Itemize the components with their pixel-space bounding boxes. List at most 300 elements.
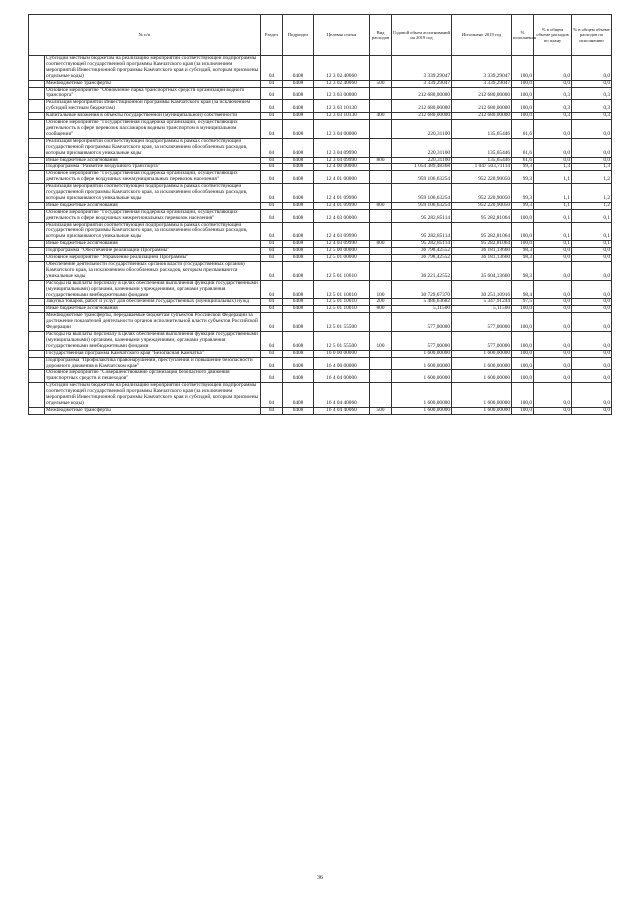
cell-percent: 100,0 [512,350,534,357]
cell-executed: 95 282,81064 [452,222,512,241]
cell-percent: 100,0 [512,113,534,120]
table-row [29,171,612,184]
cell-podrazdel: 0408 [283,120,314,139]
cell-share-exec: 1,2 [572,202,612,209]
cell-num [29,262,45,281]
cell-annual: 5,11500 [392,306,452,313]
table-row [29,87,612,100]
cell-percent: 100,0 [512,80,534,87]
cell-podrazdel: 0408 [283,262,314,281]
table-row [29,184,612,203]
cell-razdel: 04 [261,184,283,203]
cell-annual: 1 600,00000 [392,357,452,370]
cell-razdel: 04 [261,171,283,184]
cell-num [29,120,45,139]
cell-executed: 5 347,91244 [452,299,512,306]
cell-podrazdel: 0408 [283,280,314,299]
cell-name: Обеспечение деятельности государственных органов власти (государственных органов) Камчатского края, за исключением обособленных расходов, которым присваиваются уникальные коды [45,262,261,281]
cell-executed: 135,65446 [452,120,512,139]
cell-executed: 1 047 503,71114 [452,164,512,171]
header-razdel: Раздел [261,15,283,56]
cell-share-exec: 0,3 [572,87,612,100]
cell-share-exec: 0,0 [572,262,612,281]
cell-kind [370,87,392,100]
cell-annual: 577,00000 [392,331,452,350]
cell-share-plan: 0,0 [534,370,572,383]
cell-kind [370,222,392,241]
header-num: № п/п [29,15,261,56]
cell-kind: 500 [370,407,392,414]
cell-article: 12 3 03 10130 [314,113,370,120]
cell-share-plan: 0,0 [534,248,572,255]
cell-annual: 3 339,29047 [392,56,452,81]
cell-kind: 800 [370,157,392,164]
cell-article: 12 4 01 09990 [314,184,370,203]
cell-razdel: 04 [261,56,283,81]
cell-article: 12 5 01 55500 [314,313,370,332]
cell-share-exec: 0,0 [572,306,612,313]
cell-kind: 100 [370,331,392,350]
cell-kind [370,209,392,222]
cell-name: Основное мероприятие "Государственная поддержка организаций, осуществляющих деятельность в сфере перевозок пассажиров водным транспортом в муниципальном сообщении" [45,120,261,139]
cell-share-exec: 0,0 [572,80,612,87]
cell-name: Подпрограмма "Профилактика правонарушений, преступлений и повышение безопасности дорожного движения в Камчатском крае" [45,357,261,370]
cell-share-plan: 0,0 [534,306,572,313]
cell-executed: 35 604,13660 [452,262,512,281]
cell-num [29,100,45,113]
cell-annual: 220,31100 [392,120,452,139]
cell-percent: 98,3 [512,262,534,281]
cell-kind [370,120,392,139]
table-row [29,56,612,81]
cell-article: 12 4 00 00000 [314,164,370,171]
cell-annual: 212 680,00000 [392,113,452,120]
cell-executed: 577,00000 [452,313,512,332]
cell-name: Расходы на выплаты персоналу в целях обеспечения выполнения функций государственными (муниципальными) органами, казенными учреждениями, органами управления государственными внебюджетными фондами [45,280,261,299]
table-row [29,80,612,87]
cell-percent: 100,0 [512,100,534,113]
cell-percent: 61,6 [512,157,534,164]
cell-kind [370,255,392,262]
cell-share-exec: 0,1 [572,222,612,241]
cell-num [29,306,45,313]
cell-share-plan: 0,0 [534,383,572,408]
header-annual: Годовой объем ассигнований на 2019 год [392,15,452,56]
cell-num [29,299,45,306]
table-row [29,209,612,222]
cell-kind [370,313,392,332]
cell-executed: 1 600,00000 [452,407,512,414]
cell-annual: 3 339,29047 [392,80,452,87]
table-row [29,370,612,383]
cell-percent: 98,3 [512,255,534,262]
cell-share-plan: 0,0 [534,299,572,306]
cell-num [29,383,45,408]
cell-share-exec: 0,0 [572,299,612,306]
header-podrazdel: Подраздел [283,15,314,56]
cell-podrazdel: 0408 [283,383,314,408]
table-row [29,313,612,332]
cell-executed: 3 339,29047 [452,80,512,87]
cell-podrazdel: 0408 [283,80,314,87]
cell-annual: 5 486,63682 [392,299,452,306]
cell-podrazdel: 0408 [283,299,314,306]
cell-share-exec: 0,1 [572,241,612,248]
cell-kind [370,184,392,203]
cell-share-plan: 0,0 [534,262,572,281]
cell-article: 12 3 04 09990 [314,157,370,164]
cell-num [29,87,45,100]
cell-executed: 95 282,81064 [452,209,512,222]
cell-kind [370,262,392,281]
cell-executed: 36 181,13660 [452,255,512,262]
cell-share-plan: 0,1 [534,241,572,248]
cell-name: Субсидии местным бюджетам на реализацию мероприятий соответствующей подпрограммы соответствующей государственной программы Камчатского края (за исключением мероприятий Инвестиционной программы Камчатского края и субсидий, которым присвоены отдельные коды) [45,383,261,408]
cell-razdel: 04 [261,407,283,414]
cell-podrazdel: 0408 [283,171,314,184]
cell-share-plan: 0,3 [534,113,572,120]
cell-podrazdel: 0408 [283,157,314,164]
cell-kind [370,248,392,255]
table-body [29,56,612,415]
cell-article: 12 4 03 09990 [314,241,370,248]
table-row [29,100,612,113]
cell-executed: 212 680,00000 [452,113,512,120]
cell-name: Иные бюджетные ассигнования [45,157,261,164]
cell-share-plan: 0,1 [534,209,572,222]
cell-kind: 800 [370,241,392,248]
cell-share-plan: 0,0 [534,331,572,350]
table-row [29,120,612,139]
cell-razdel: 04 [261,113,283,120]
cell-name: Субсидии местным бюджетам на реализацию мероприятий соответствующей подпрограммы соответствующей государственной программы Камчатского края (за исключением мероприятий Инвестиционной программы Камчатского края и субсидий, которым присвоены отдельные коды) [45,56,261,81]
cell-razdel: 04 [261,138,283,157]
cell-executed: 135,65446 [452,157,512,164]
cell-podrazdel: 0408 [283,331,314,350]
header-share-exec: % в общем объеме расходов по исполнению [572,15,612,56]
cell-razdel: 04 [261,383,283,408]
cell-razdel: 04 [261,87,283,100]
cell-razdel: 04 [261,299,283,306]
cell-podrazdel: 0408 [283,313,314,332]
cell-podrazdel: 0408 [283,209,314,222]
cell-article: 16 4 04 40060 [314,407,370,414]
cell-razdel: 04 [261,222,283,241]
cell-num [29,56,45,81]
cell-name: Основное мероприятие "Совершенствование организации безопасного движения транспортных средств и пешеходов" [45,370,261,383]
cell-num [29,350,45,357]
cell-percent: 100,0 [512,357,534,370]
cell-article: 12 4 03 09990 [314,222,370,241]
cell-num [29,113,45,120]
cell-percent: 99,3 [512,171,534,184]
cell-share-exec: 0,0 [572,248,612,255]
cell-share-plan: 1,1 [534,171,572,184]
cell-name: Реализация мероприятий соответствующей подпрограммы в рамках соответствующей государственной программы Камчатского края, за исключением обособленных расходов, которым присваиваются уникальные коды [45,222,261,241]
cell-name: Реализация мероприятий соответствующей подпрограммы в рамках соответствующей государственной программы Камчатского края, за исключением обособленных расходов, которым присваиваются уникальные коды [45,138,261,157]
cell-share-plan: 0,0 [534,407,572,414]
cell-executed: 135,65446 [452,138,512,157]
cell-share-plan: 0,0 [534,255,572,262]
cell-podrazdel: 0408 [283,222,314,241]
cell-name: Подпрограмма "Обеспечение реализации Программы" [45,248,261,255]
cell-razdel: 04 [261,262,283,281]
table-row [29,383,612,408]
cell-executed: 1 600,00000 [452,357,512,370]
cell-percent: 99,3 [512,164,534,171]
cell-podrazdel: 0408 [283,184,314,203]
cell-share-exec: 0,0 [572,56,612,81]
cell-razdel: 04 [261,255,283,262]
cell-podrazdel: 0408 [283,370,314,383]
cell-razdel: 04 [261,357,283,370]
cell-razdel: 04 [261,350,283,357]
cell-share-exec: 0,0 [572,157,612,164]
cell-percent: 100,0 [512,241,534,248]
cell-annual: 36 221,42552 [392,262,452,281]
cell-name: Межбюджетные трансферты, передаваемые бюджетам субъектов Российской Федерации за достижение показателей деятельности органов исполнительной власти субъектов Российской Федерации [45,313,261,332]
cell-annual: 1 600,00000 [392,407,452,414]
cell-share-exec: 0,0 [572,383,612,408]
cell-article: 12 3 04 00000 [314,120,370,139]
cell-article: 12 5 01 10010 [314,262,370,281]
cell-share-exec: 0,0 [572,357,612,370]
cell-razdel: 04 [261,306,283,313]
cell-razdel: 04 [261,164,283,171]
cell-annual: 1 600,00000 [392,383,452,408]
cell-name: Основное мероприятие "Обновление парка транспортных средств организаций водного транспорта" [45,87,261,100]
cell-annual: 212 680,00000 [392,100,452,113]
cell-article: 12 3 03 00000 [314,87,370,100]
cell-annual: 212 680,00000 [392,87,452,100]
cell-kind: 800 [370,202,392,209]
cell-kind: 100 [370,280,392,299]
cell-executed: 212 680,00000 [452,100,512,113]
cell-share-exec: 1,2 [572,171,612,184]
cell-percent: 100,0 [512,383,534,408]
cell-share-plan: 0,0 [534,280,572,299]
cell-razdel: 04 [261,202,283,209]
cell-article: 16 4 04 40060 [314,383,370,408]
cell-share-plan: 0,0 [534,157,572,164]
cell-executed: 212 680,00000 [452,87,512,100]
cell-article: 16 4 00 00000 [314,357,370,370]
cell-annual: 36 798,42552 [392,255,452,262]
cell-share-exec: 0,0 [572,120,612,139]
budget-table [28,14,612,415]
cell-num [29,157,45,164]
cell-name: Иные бюджетные ассигнования [45,241,261,248]
cell-article: 12 3 03 10130 [314,100,370,113]
cell-share-exec: 0,3 [572,100,612,113]
table-row [29,407,612,414]
cell-kind [370,383,392,408]
cell-percent: 61,6 [512,138,534,157]
cell-share-exec: 0,0 [572,138,612,157]
cell-name: Основное мероприятие "Управление реализацией Программы" [45,255,261,262]
cell-name: Реализация мероприятий Инвестиционной программы Камчатского края (за исключением субсидий местным бюджетам) [45,100,261,113]
cell-num [29,209,45,222]
cell-article: 12 5 01 10010 [314,280,370,299]
cell-annual: 36 798,42552 [392,248,452,255]
cell-num [29,184,45,203]
cell-percent: 100,0 [512,313,534,332]
cell-kind [370,357,392,370]
cell-kind: 200 [370,299,392,306]
cell-share-plan: 1,1 [534,184,572,203]
cell-annual: 1 600,00000 [392,350,452,357]
cell-article: 12 4 01 00000 [314,171,370,184]
cell-kind [370,164,392,171]
table-row [29,138,612,157]
cell-executed: 1 600,00000 [452,383,512,408]
cell-razdel: 04 [261,248,283,255]
cell-podrazdel: 0408 [283,407,314,414]
cell-name: Иные бюджетные ассигнования [45,306,261,313]
cell-share-exec: 0,3 [572,113,612,120]
cell-share-plan: 0,0 [534,138,572,157]
cell-share-plan: 0,3 [534,100,572,113]
cell-num [29,241,45,248]
table-row [29,262,612,281]
cell-share-exec: 0,0 [572,331,612,350]
cell-share-exec: 1,2 [572,184,612,203]
cell-executed: 577,00000 [452,331,512,350]
cell-podrazdel: 0408 [283,357,314,370]
cell-share-plan: 0,0 [534,357,572,370]
cell-executed: 36 181,13660 [452,248,512,255]
cell-percent: 97,5 [512,299,534,306]
cell-share-plan: 0,0 [534,120,572,139]
header-row [29,15,612,56]
cell-annual: 959 106,63254 [392,202,452,209]
cell-annual: 95 282,85114 [392,222,452,241]
cell-name: Закупка товаров, работ и услуг для обеспечения государственных (муниципальных) нужд [45,299,261,306]
header-executed: Исполнено 2019 год [452,15,512,56]
cell-share-exec: 1,3 [572,164,612,171]
cell-executed: 95 282,81064 [452,241,512,248]
cell-razdel: 04 [261,241,283,248]
header-share-plan: % в общем объеме расходов по плану [534,15,572,56]
cell-podrazdel: 0408 [283,350,314,357]
cell-share-exec: 0,0 [572,407,612,414]
cell-annual: 95 282,85114 [392,209,452,222]
cell-share-exec: 0,1 [572,209,612,222]
cell-article: 16 0 00 00000 [314,350,370,357]
cell-article: 12 3 04 09990 [314,138,370,157]
cell-share-plan: 0,0 [534,313,572,332]
cell-razdel: 04 [261,280,283,299]
cell-share-plan: 0,0 [534,56,572,81]
cell-annual: 1 054 389,48368 [392,164,452,171]
cell-article: 12 5 01 55500 [314,331,370,350]
cell-name: Капитальные вложения в объекты государственной (муниципальной) собственности [45,113,261,120]
cell-podrazdel: 0408 [283,138,314,157]
cell-share-exec: 0,0 [572,370,612,383]
cell-razdel: 04 [261,100,283,113]
cell-podrazdel: 0408 [283,202,314,209]
cell-num [29,280,45,299]
cell-podrazdel: 0408 [283,87,314,100]
cell-num [29,138,45,157]
cell-name: Расходы на выплаты персоналу в целях обеспечения выполнения функций государственными (муниципальными) органами, казенными учреждениями, органами управления государственными внебюджетными фондами [45,331,261,350]
cell-annual: 220,31100 [392,157,452,164]
cell-executed: 952 220,90050 [452,202,512,209]
cell-name: Реализация мероприятий соответствующей подпрограммы в рамках соответствующей государственной программы Камчатского края, за исключением обособленных расходов, которым присваиваются уникальные коды [45,184,261,203]
cell-article: 16 4 04 00000 [314,370,370,383]
cell-name: Межбюджетные трансферты [45,80,261,87]
cell-podrazdel: 0408 [283,164,314,171]
cell-annual: 1 600,00000 [392,370,452,383]
cell-razdel: 04 [261,120,283,139]
cell-percent: 100,0 [512,87,534,100]
cell-share-plan: 1,3 [534,164,572,171]
cell-executed: 952 220,90050 [452,184,512,203]
cell-razdel: 04 [261,80,283,87]
cell-num [29,357,45,370]
cell-percent: 100,0 [512,306,534,313]
cell-executed: 5,11500 [452,306,512,313]
header-article: Целевая статья [314,15,370,56]
table-row [29,222,612,241]
cell-razdel: 04 [261,331,283,350]
table-row [29,357,612,370]
cell-kind: 400 [370,113,392,120]
cell-share-exec: 0,0 [572,350,612,357]
cell-article: 12 4 03 00000 [314,209,370,222]
cell-article: 12 3 02 40060 [314,80,370,87]
cell-annual: 30 729,67370 [392,280,452,299]
cell-percent: 61,6 [512,120,534,139]
cell-name: Основное мероприятие "Государственная поддержка организаций, осуществляющих деятельность в сфере воздушных межмуниципальных перевозок населения" [45,171,261,184]
cell-kind [370,171,392,184]
cell-razdel: 04 [261,370,283,383]
cell-podrazdel: 0408 [283,241,314,248]
cell-num [29,370,45,383]
cell-kind [370,100,392,113]
cell-num [29,80,45,87]
cell-name: Государственная программа Камчатского края "Безопасная Камчатка" [45,350,261,357]
cell-podrazdel: 0408 [283,255,314,262]
cell-name: Иные бюджетные ассигнования [45,202,261,209]
cell-share-plan: 0,0 [534,350,572,357]
cell-kind [370,56,392,81]
cell-percent: 100,0 [512,407,534,414]
cell-executed: 952 220,90050 [452,171,512,184]
cell-num [29,313,45,332]
cell-article: 12 4 01 09990 [314,202,370,209]
cell-percent: 100,0 [512,209,534,222]
cell-annual: 959 106,63254 [392,171,452,184]
cell-podrazdel: 0408 [283,100,314,113]
cell-share-plan: 0,3 [534,87,572,100]
cell-percent: 98,4 [512,280,534,299]
cell-kind [370,138,392,157]
cell-razdel: 04 [261,209,283,222]
cell-kind: 800 [370,306,392,313]
cell-num [29,222,45,241]
cell-percent: 99,3 [512,184,534,203]
cell-article: 12 3 02 40060 [314,56,370,81]
cell-podrazdel: 0408 [283,248,314,255]
cell-num [29,331,45,350]
cell-annual: 220,31100 [392,138,452,157]
cell-podrazdel: 0408 [283,113,314,120]
cell-share-exec: 0,0 [572,280,612,299]
cell-percent: 100,0 [512,222,534,241]
cell-article: 12 5 01 00000 [314,255,370,262]
cell-share-plan: 1,1 [534,202,572,209]
